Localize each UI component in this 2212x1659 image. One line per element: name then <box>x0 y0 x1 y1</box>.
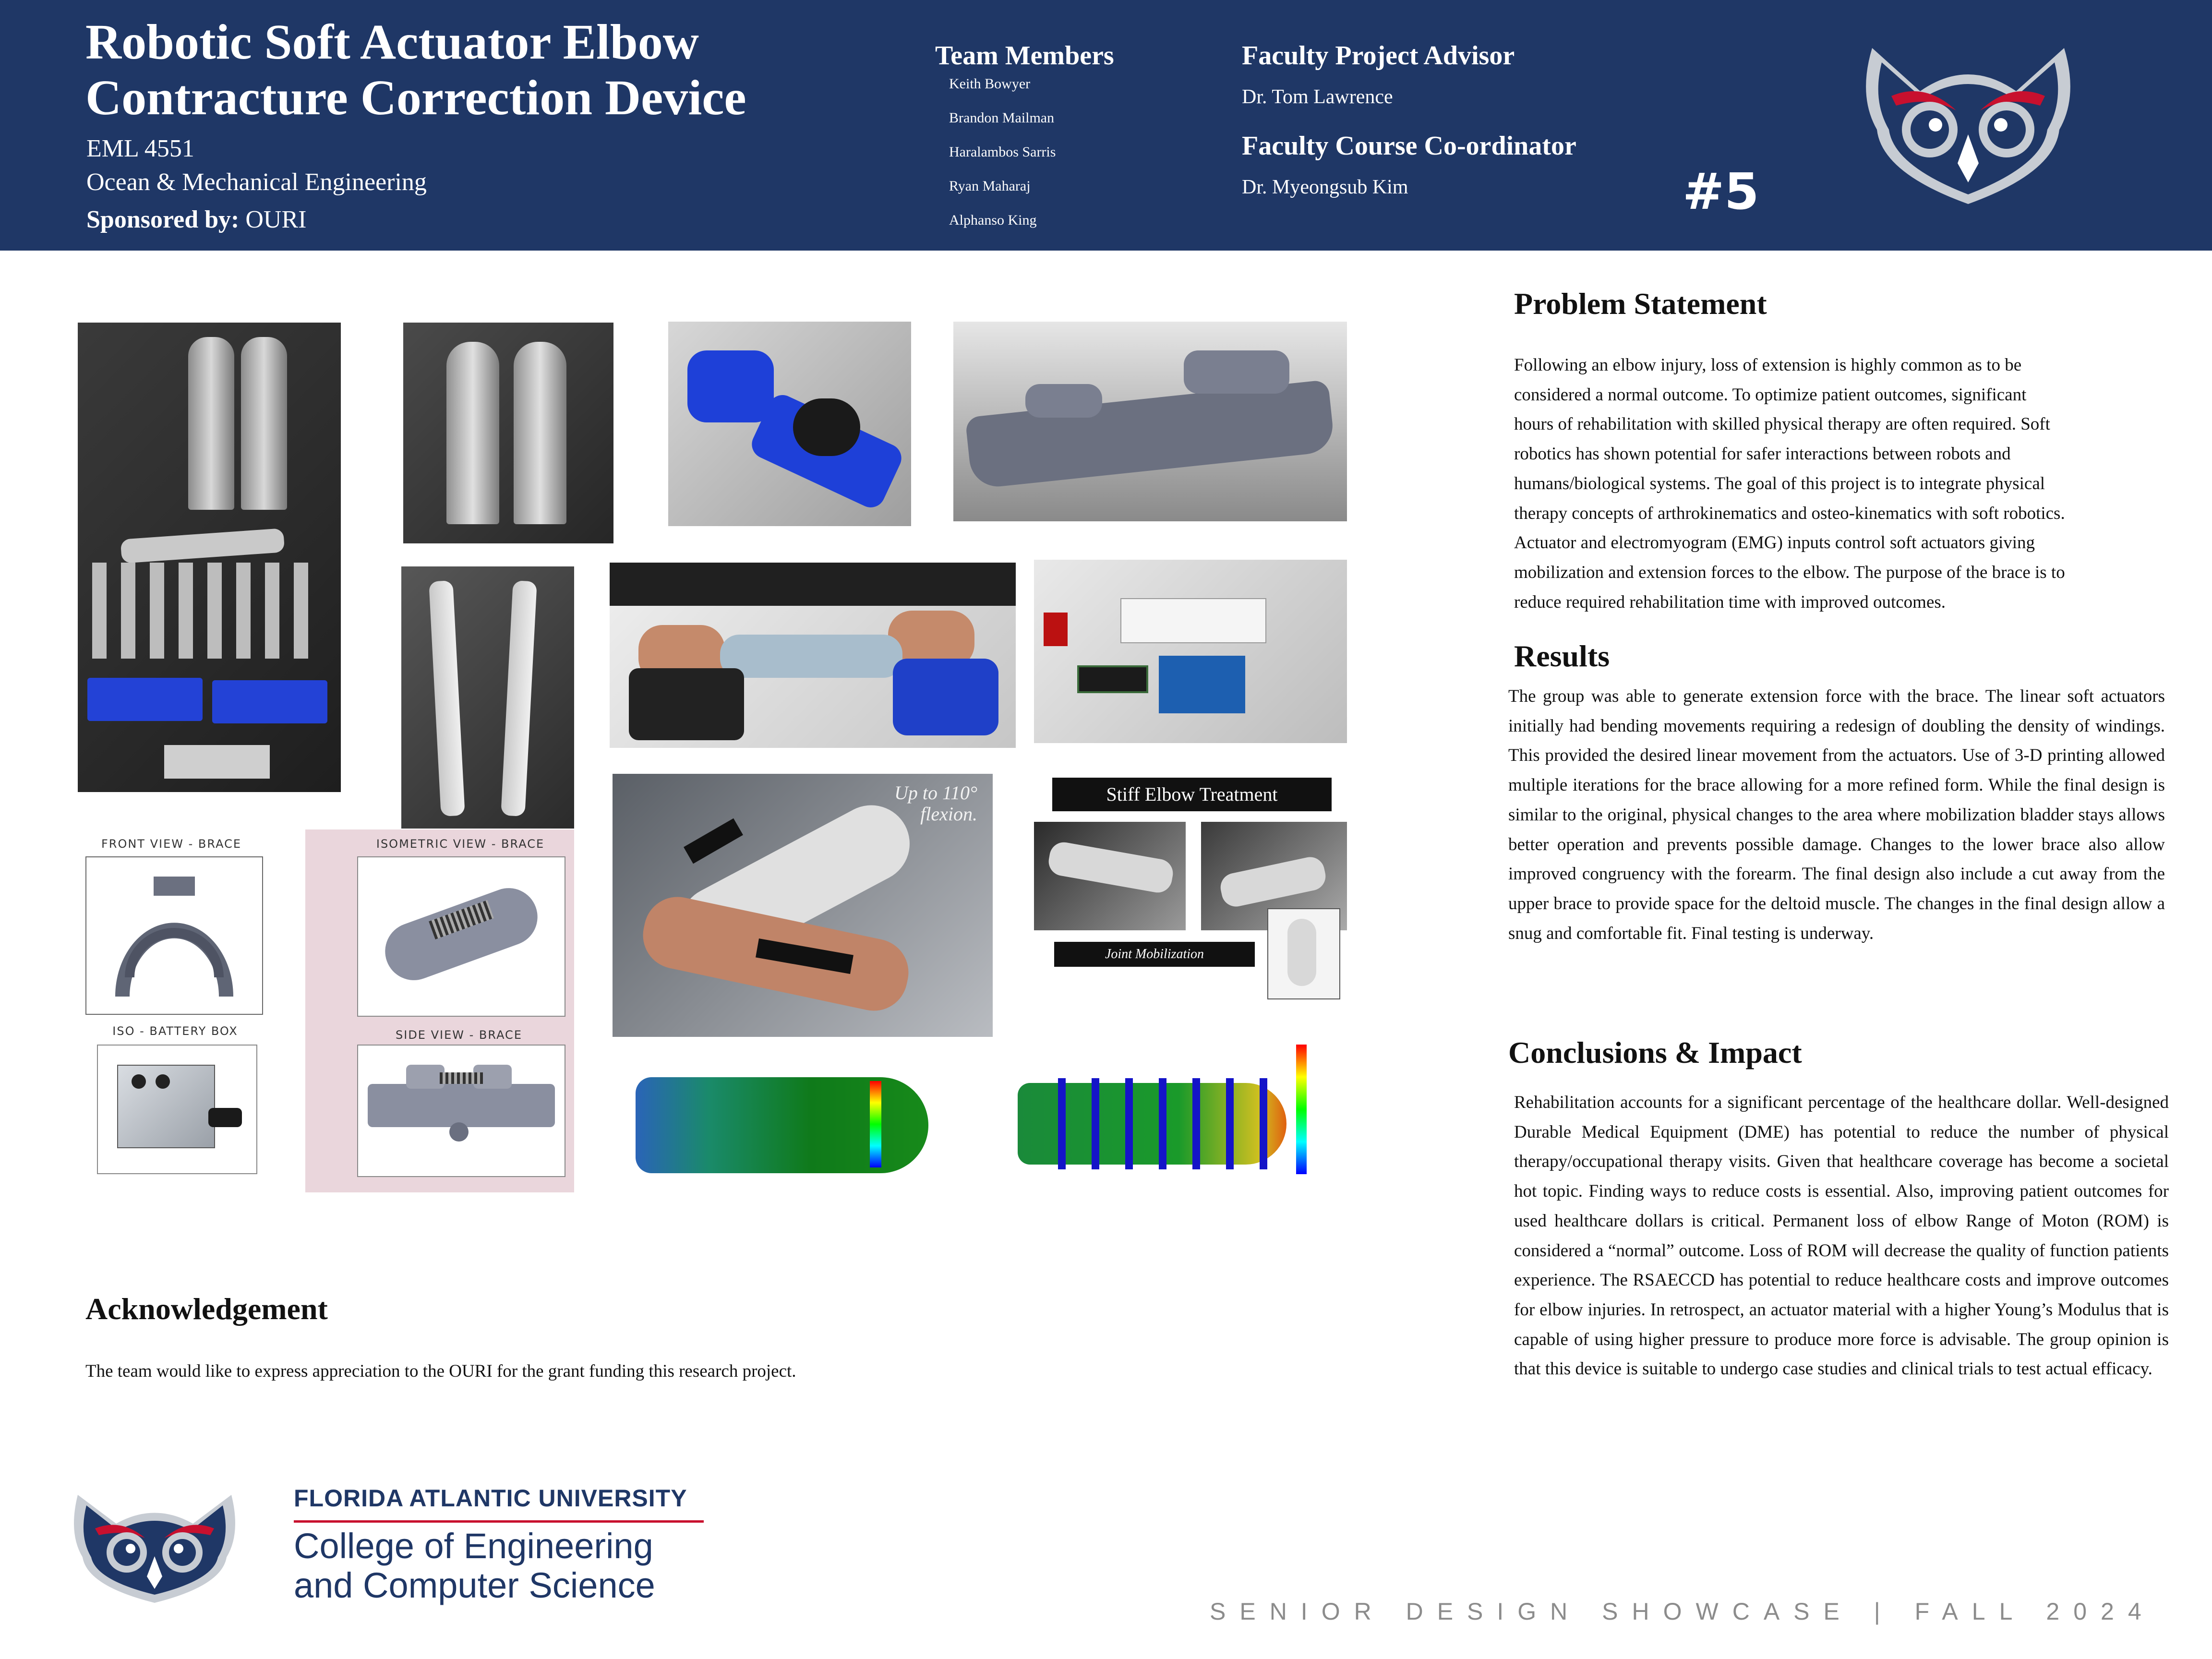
conclusions-heading: Conclusions & Impact <box>1508 1035 1802 1070</box>
photo-actuator-molds <box>78 323 341 792</box>
isometric-view-label: ISOMETRIC VIEW - BRACE <box>376 837 545 851</box>
problem-line: hours of rehabilitation with skilled physical therapy are often required. Soft <box>1514 414 2050 434</box>
problem-line: therapy concepts of arthrokinematics and osteo-kinematics with soft robotics. <box>1514 503 2065 523</box>
team-member: Brandon Mailman <box>949 110 1055 126</box>
advisor-heading: Faculty Project Advisor <box>1242 41 1515 71</box>
front-view-label: FRONT VIEW - BRACE <box>101 837 241 851</box>
coordinator-heading: Faculty Course Co-ordinator <box>1242 131 1576 161</box>
college-line-2: and Computer Science <box>294 1565 655 1605</box>
joint-mobilization-label: Joint Mobilization <box>1054 942 1255 967</box>
fea-simulation-2 <box>1003 1030 1347 1193</box>
team-heading: Team Members <box>935 41 1114 71</box>
photo-blue-brace-prototype <box>668 322 911 526</box>
owl-logo-icon <box>68 1490 241 1605</box>
stiff-elbow-title: Stiff Elbow Treatment <box>1052 778 1332 811</box>
drawing-isometric-view <box>357 856 565 1017</box>
advisor-name: Dr. Tom Lawrence <box>1242 86 1393 108</box>
sponsor-line <box>86 205 306 234</box>
flexion-caption-line1: Up to 110° <box>894 782 977 804</box>
owl-logo-icon <box>1853 38 2083 211</box>
footer-divider <box>294 1520 704 1523</box>
fea-simulation-1 <box>625 1052 949 1193</box>
problem-heading: Problem Statement <box>1514 287 1767 321</box>
results-heading: Results <box>1514 639 1610 673</box>
college-line-1: College of Engineering <box>294 1526 653 1566</box>
showcase-footer: SENIOR DESIGN SHOWCASE | FALL 2024 <box>1210 1598 2155 1625</box>
team-number-badge: #5 <box>1683 162 1759 221</box>
flexion-caption-line2: flexion. <box>920 803 977 825</box>
team-member: Haralambos Sarris <box>949 144 1056 160</box>
photo-actuator-demo-hands <box>610 563 1016 748</box>
problem-line: humans/biological systems. The goal of this project is to integrate physical <box>1514 473 2045 493</box>
photo-aluminum-molds <box>403 323 613 543</box>
flexion-caption <box>843 782 977 825</box>
sponsor-name: OURI <box>245 206 307 233</box>
drawing-front-view <box>85 856 263 1015</box>
problem-line: Actuator and electromyogram (EMG) inputs control soft actuators giving <box>1514 533 2035 553</box>
side-view-label: SIDE VIEW - BRACE <box>396 1028 522 1042</box>
problem-line: reduce required rehabilitation time with improved outcomes. <box>1514 592 1946 612</box>
team-member: Alphanso King <box>949 212 1037 228</box>
title-line-2: Contracture Correction Device <box>85 70 746 125</box>
coordinator-name: Dr. Myeongsub Kim <box>1242 176 1408 198</box>
photo-stiff-elbow-1 <box>1034 822 1186 930</box>
drawing-side-view <box>357 1045 565 1177</box>
drawing-battery-box <box>97 1045 257 1174</box>
team-member: Keith Bowyer <box>949 76 1031 92</box>
problem-line: robotics has shown potential for safer interactions between robots and <box>1514 444 2011 464</box>
team-members-list <box>949 76 1056 246</box>
iso-battery-label: ISO - BATTERY BOX <box>112 1024 238 1038</box>
problem-text <box>1514 350 2162 617</box>
department: Ocean & Mechanical Engineering <box>86 168 427 196</box>
header-banner <box>0 0 2212 251</box>
acknowledgement-text: The team would like to express appreciation to the OURI for the grant funding this research project. <box>85 1361 796 1381</box>
course-code: EML 4551 <box>86 135 194 162</box>
render-brace-cad <box>953 322 1347 521</box>
acknowledgement-heading: Acknowledgement <box>85 1292 328 1326</box>
elbow-anatomy-diagram <box>1267 908 1340 999</box>
photo-actuator-strips <box>401 566 574 829</box>
photo-brace-on-arm <box>613 774 993 1037</box>
results-text: The group was able to generate extension force with the brace. The linear soft actuators initially had bending movements requiring a redesign of doubling the density of windings. This provided the desired linear movement from the actuators. Use of 3-D printing allowed multiple iterations for the brace allowing for a more refined form. While the final design is similar to the original, physical changes to the area where mobilization bladder stays allows better operation and prevents possible damage. Changes to the lower brace also allow improved congruency with the forearm. The final design also include a cut away from the upper brace to provide space for the deltoid muscle. The changes in the final design allow a snug and comfortable fit. Final testing is underway. <box>1508 686 2165 943</box>
university-name: FLORIDA ATLANTIC UNIVERSITY <box>294 1485 687 1512</box>
problem-line: Following an elbow injury, loss of extension is highly common as to be <box>1514 355 2022 375</box>
conclusions-text: Rehabilitation accounts for a significant percentage of the healthcare dollar. Well-designed Durable Medical Equipment (DME) has potential to reduce the number of physical therapy/occupational therapy visits. Given that healthcare coverage has become a societal hot topic. Finding ways to reduce costs is essential. Also, improving patient outcomes for used healthcare dollars is critical. Permanent loss of elbow Range of Moton (ROM) is considered a “normal” outcome. Loss of ROM will decrease the quality of function patients experience. The RSAECCD has potential to reduce healthcare costs and improve outcomes for elbow injuries. In retrospect, an actuator material with a higher Young’s Modulus that is capable of using higher pressure to produce more force is advisable. The group opinion is that this device is suitable to undergo case studies and clinical trials to test actual efficacy. <box>1514 1093 2169 1379</box>
front-view-shape <box>86 857 262 1014</box>
sponsor-label: Sponsored by: <box>86 206 240 233</box>
photo-electronics-arduino <box>1034 560 1347 743</box>
team-member: Ryan Maharaj <box>949 178 1031 194</box>
poster-title <box>85 14 902 126</box>
title-line-1: Robotic Soft Actuator Elbow <box>85 14 699 70</box>
problem-line: mobilization and extension forces to the elbow. The purpose of the brace is to <box>1514 562 2065 582</box>
college-name <box>294 1527 655 1605</box>
problem-line: considered a normal outcome. To optimize patient outcomes, significant <box>1514 385 2027 405</box>
